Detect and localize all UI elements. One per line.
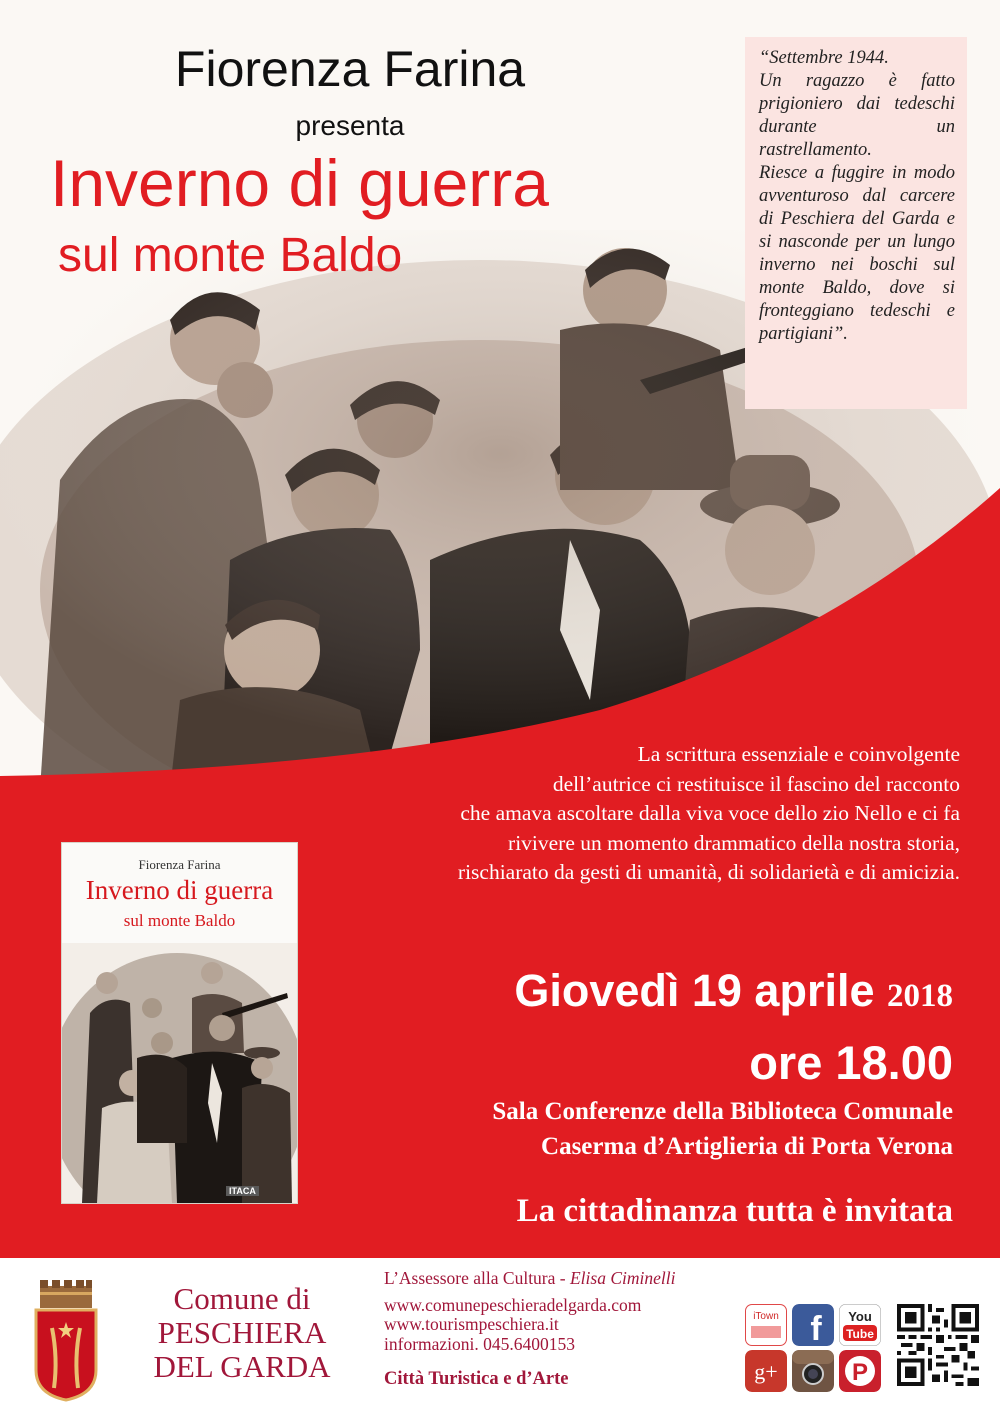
- book-cover: [62, 843, 297, 1203]
- invitation-text: La cittadinanza tutta è invitata: [516, 1193, 953, 1229]
- svg-text:You: You: [848, 1309, 872, 1324]
- event-date: [514, 965, 953, 1017]
- description-line: che amava ascoltare dalla viva voce dello zio Nello e ci fa: [460, 801, 960, 825]
- municipality-name: [127, 1282, 357, 1384]
- svg-text:P: P: [851, 1359, 869, 1386]
- publisher-logo: ITACA: [226, 1186, 259, 1196]
- website-link-tourism[interactable]: www.tourismpeschiera.it: [384, 1314, 559, 1334]
- google-plus-icon[interactable]: [745, 1350, 787, 1392]
- event-venue-address: Caserma d’Artiglieria di Porta Verona: [541, 1133, 953, 1160]
- youtube-icon[interactable]: [839, 1304, 881, 1346]
- svg-text:f: f: [810, 1310, 822, 1346]
- event-venue: Sala Conferenze della Biblioteca Comunale: [492, 1098, 953, 1125]
- description-line: rivivere un momento drammatico della nostra storia,: [508, 830, 960, 855]
- event-date-year: 2018: [887, 978, 953, 1014]
- author-name: Fiorenza Farina: [174, 41, 526, 97]
- councillor-role: L’Assessore alla Cultura -: [384, 1268, 570, 1288]
- svg-text:iTown: iTown: [753, 1311, 779, 1322]
- info-phone: informazioni. 045.6400153: [384, 1334, 576, 1354]
- councillor-name: Elisa Ciminelli: [569, 1268, 676, 1288]
- event-date-day: Giovedì 19 aprile: [514, 965, 875, 1016]
- facebook-icon[interactable]: [792, 1304, 834, 1346]
- website-link-comune[interactable]: www.comunepeschieradelgarda.com: [384, 1295, 642, 1315]
- city-motto: Città Turistica e d’Arte: [384, 1369, 569, 1389]
- book-cover-author: Fiorenza Farina: [138, 857, 221, 872]
- book-subtitle: sul monte Baldo: [58, 229, 403, 282]
- book-cover-subtitle: sul monte Baldo: [123, 911, 236, 930]
- qr-code-icon[interactable]: [897, 1304, 979, 1386]
- synopsis-quote-box: [745, 37, 967, 409]
- municipal-crest-icon: [30, 1278, 102, 1402]
- book-title: Inverno di guerra: [50, 146, 549, 220]
- culture-councillor: [384, 1268, 675, 1289]
- description-line: rischiarato da gesti di umanità, di solidarietà e di amicizia.: [457, 860, 960, 884]
- book-description: [300, 740, 960, 888]
- synopsis-quote-text: “Settembre 1944. Un ragazzo è fatto prigioniero dai tedeschi durante un rastrellamento. Riesce a fuggire in modo avventuroso dal carcere di Peschiera del Garda e si nasconde per un lungo inverno nei boschi sul monte Baldo, dove si fronteggiano tedeschi e partigiani”.: [759, 48, 955, 344]
- instagram-icon[interactable]: [792, 1350, 834, 1392]
- presents-label: presenta: [295, 110, 405, 141]
- svg-text:Tube: Tube: [846, 1327, 874, 1341]
- description-line: dell’autrice ci restituisce il fascino del racconto: [552, 771, 960, 796]
- municipality-line: PESCHIERA: [157, 1315, 327, 1350]
- pinterest-icon[interactable]: [839, 1350, 881, 1392]
- book-cover-title: Inverno di guerra: [85, 875, 274, 905]
- municipality-line: DEL GARDA: [153, 1349, 331, 1384]
- book-cover-photo: [62, 943, 297, 1203]
- itown-icon[interactable]: [745, 1304, 787, 1346]
- svg-text:g+: g+: [754, 1359, 778, 1384]
- municipality-line: Comune di: [173, 1281, 311, 1316]
- description-line: La scrittura essenziale e coinvolgente: [637, 742, 960, 766]
- event-time: ore 18.00: [749, 1036, 953, 1089]
